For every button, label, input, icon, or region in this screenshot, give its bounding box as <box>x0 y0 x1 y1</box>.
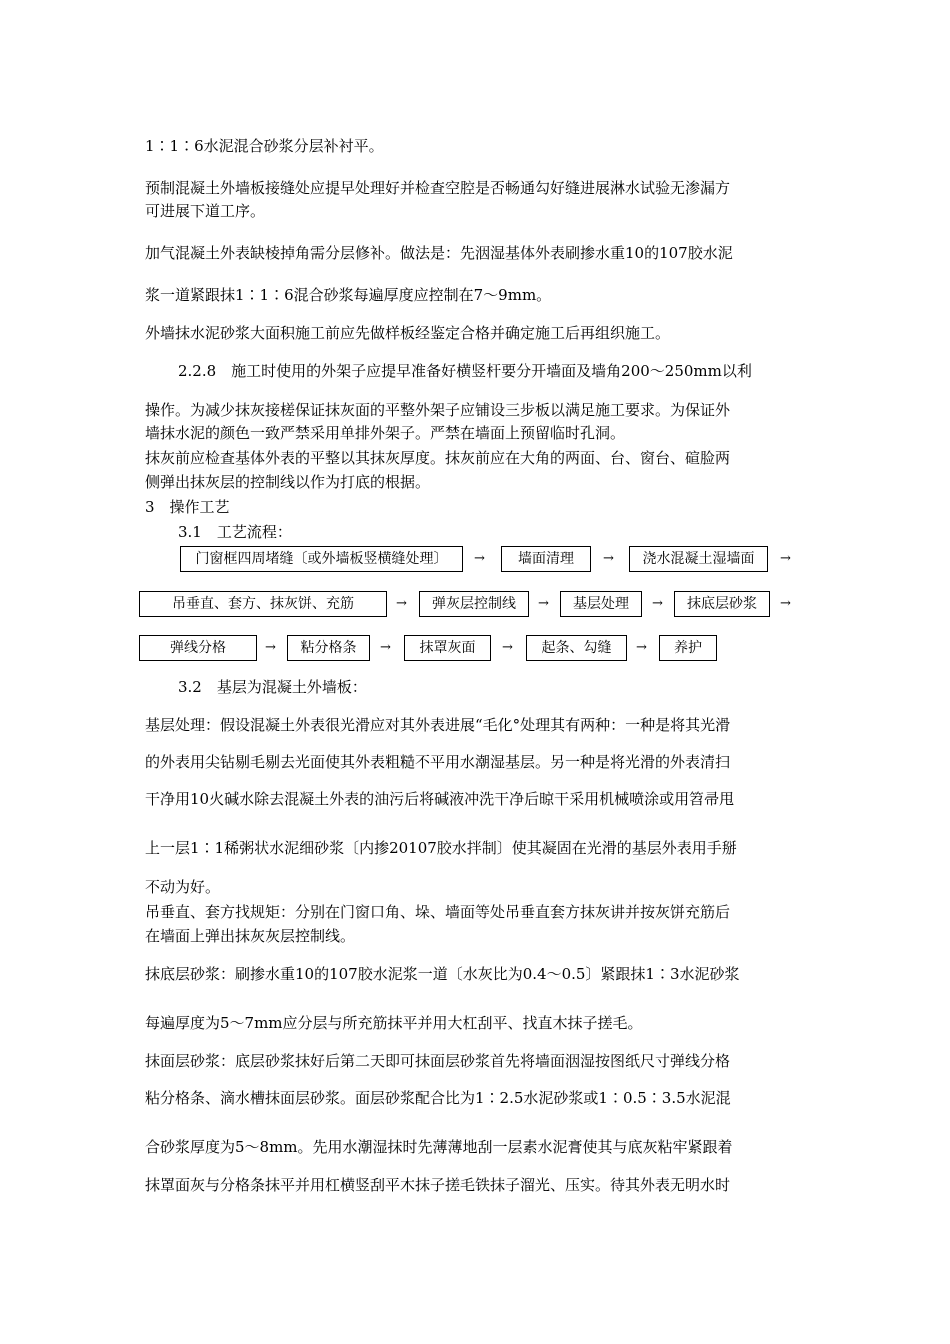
flow-step: 弹灰层控制线 <box>419 591 529 617</box>
section-heading-3: 3 操作工艺 <box>145 498 230 516</box>
text-line: 上一层1∶1稀粥状水泥细砂浆〔内掺20107胶水拌制〕使其凝固在光滑的基层外表用手掰 <box>145 839 737 857</box>
section-heading-3-1: 3.1 工艺流程： <box>178 523 292 541</box>
section-2-2-8: 2.2.8 施工时使用的外架子应提早准备好横竖杆要分开墙面及墙角200～250mm以利 <box>178 362 752 380</box>
arrow-icon: → <box>396 596 407 611</box>
text-line: 可进展下道工序。 <box>145 202 266 220</box>
arrow-icon: → <box>780 596 791 611</box>
flow-step: 墙面清理 <box>501 546 591 572</box>
flow-step: 门窗框四周堵缝〔或外墙板竖横缝处理〕 <box>180 546 463 572</box>
text-line: 侧弹出抹灰层的控制线以作为打底的根据。 <box>145 473 431 491</box>
text-line: 抹面层砂浆：底层砂浆抹好后第二天即可抹面层砂浆首先将墙面洇湿按图纸尺寸弹线分格 <box>145 1052 731 1070</box>
flow-step: 弹线分格 <box>139 635 257 661</box>
text-line: 干净用10火碱水除去混凝土外表的油污后将碱液冲洗干净后晾干采用机械喷涂或用笤帚甩 <box>145 790 735 808</box>
flow-step: 基层处理 <box>560 591 642 617</box>
text-line: 每遍厚度为5～7mm应分层与所充筋抹平并用大杠刮平、找直木抹子搓毛。 <box>145 1014 643 1032</box>
text-line: 合砂浆厚度为5～8mm。先用水潮湿抹时先薄薄地刮一层素水泥膏使其与底灰粘牢紧跟着 <box>145 1138 733 1156</box>
arrow-icon: → <box>652 596 663 611</box>
arrow-icon: → <box>780 551 791 566</box>
arrow-icon: → <box>538 596 549 611</box>
flow-step: 养护 <box>659 635 717 661</box>
text-line: 抹灰前应检查基体外表的平整以其抹灰厚度。抹灰前应在大角的两面、台、窗台、碹脸两 <box>145 449 731 467</box>
arrow-icon: → <box>636 640 647 655</box>
arrow-icon: → <box>380 640 391 655</box>
text-line: 抹底层砂浆：刷掺水重10的107胶水泥浆一道〔水灰比为0.4～0.5〕紧跟抹1∶3水泥砂浆 <box>145 965 740 983</box>
flow-step: 抹底层砂浆 <box>674 591 770 617</box>
arrow-icon: → <box>502 640 513 655</box>
arrow-icon: → <box>603 551 614 566</box>
text-line: 浆一道紧跟抹1∶1∶6混合砂浆每遍厚度应控制在7～9mm。 <box>145 286 552 304</box>
flow-step: 粘分格条 <box>287 635 370 661</box>
flow-step: 吊垂直、套方、抹灰饼、充筋 <box>139 591 387 617</box>
text-line: 吊垂直、套方找规矩：分别在门窗口角、垛、墙面等处吊垂直套方抹灰讲并按灰饼充筋后 <box>145 903 731 921</box>
text-line: 加气混凝土外表缺棱掉角需分层修补。做法是：先洇湿基体外表刷掺水重10的107胶水泥 <box>145 244 733 262</box>
text-line: 抹罩面灰与分格条抹平并用杠横竖刮平木抹子搓毛铁抹子溜光、压实。待其外表无明水时 <box>145 1176 731 1194</box>
text-line: 在墙面上弹出抹灰灰层控制线。 <box>145 927 356 945</box>
text-line: 1∶1∶6水泥混合砂浆分层补衬平。 <box>145 137 384 155</box>
text-line: 操作。为减少抹灰接槎保证抹灰面的平整外架子应铺设三步板以满足施工要求。为保证外 <box>145 401 731 419</box>
text-line: 外墙抹水泥砂浆大面积施工前应先做样板经鉴定合格并确定施工后再组织施工。 <box>145 324 671 342</box>
text-line: 基层处理：假设混凝土外表很光滑应对其外表进展“毛化°处理其有两种：一种是将其光滑 <box>145 716 731 734</box>
flow-step: 起条、勾缝 <box>526 635 627 661</box>
flow-step: 抹罩灰面 <box>404 635 491 661</box>
flow-step: 浇水混凝土湿墙面 <box>629 546 768 572</box>
text-line: 不动为好。 <box>145 878 221 896</box>
text-line: 墙抹水泥的颜色一致严禁采用单排外架子。严禁在墙面上预留临时孔洞。 <box>145 424 626 442</box>
section-heading-3-2: 3.2 基层为混凝土外墙板： <box>178 678 367 696</box>
arrow-icon: → <box>474 551 485 566</box>
text-line: 粘分格条、滴水槽抹面层砂浆。面层砂浆配合比为1∶2.5水泥砂浆或1∶0.5∶3.5水泥混 <box>145 1089 731 1107</box>
text-line: 预制混凝土外墙板接缝处应提早处理好并检查空腔是否畅通勾好缝进展淋水试验无渗漏方 <box>145 179 731 197</box>
arrow-icon: → <box>265 640 276 655</box>
text-line: 的外表用尖钻剔毛剔去光面使其外表粗糙不平用水潮湿基层。另一种是将光滑的外表清扫 <box>145 753 731 771</box>
